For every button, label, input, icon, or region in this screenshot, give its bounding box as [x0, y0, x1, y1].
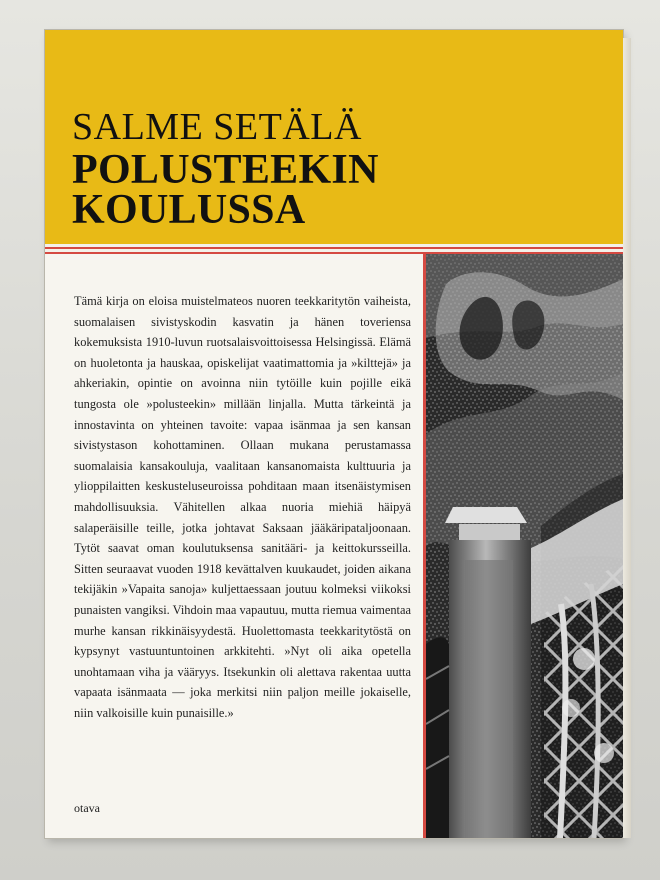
photo-panel: [426, 254, 623, 838]
book-page-edge: [623, 38, 631, 838]
top-red-rule: [45, 247, 623, 249]
garden-gate-photo-icon: [426, 254, 623, 838]
author-name: SALME SETÄLÄ: [72, 106, 362, 148]
book-title-line-2: KOULUSSA: [72, 187, 306, 234]
publisher-name: otava: [74, 801, 100, 815]
book-back-cover: [45, 30, 623, 838]
book-title-line-1: POLUSTEEKIN: [72, 147, 379, 193]
book-description: Tämä kirja on eloisa muistelmateos nuoren teekkaritytön vaiheista, suomalaisen sivistyskodin kasvatin ja hänen toveriensa kokemuksista 1910-luvun ruotsalaisvoittoisessa Helsingissä. Elämä on huoletonta ja hauskaa, opiskelijat vaatimattomia ja »kilttejä» ja ahkeriakin, opintie on avoinna niin tytöille kuin pojille eikä tungosta ole »polusteekin» millään linjalla. Mutta tärkeintä ja innostavinta on yhteinen tavoite: vapaa isänmaa ja sen kansan sivistystason kohottaminen. Ollaan mukana perustamassa suomalaisia kansakouluja, vaalitaan kansanomaista kulttuuria ja ylioppilaitten keskusteluseuroissa pohditaan maan itsenäistymisen mahdollisuuksia. Vähitellen alkaa nuoria miehiä häipyä salaperäisille teille, jotka johtavat Saksaan jääkäripataljoonaan. Tytöt saavat oman koulutuksensa sanitääri- ja keittokursseilla. Sitten seuraavat vuoden 1918 kevättalven kuukaudet, joiden aikana tekijäkin »Vapaita sanoja» kuljettaessaan joutuu kolmeksi viikoksi punaisten vangiksi. Vihdoin maa vapautuu, mutta riemua vaimentaa murhe kansan rikkinäisyydestä. Huolettomasta teekkaritytöstä on kypsynyt vastuuntuntoinen arkkitehti. »Nyt oli aika opetella unohtamaan viha ja vääryys. Itsekunkin oli alettava rakentaa uutta vapaata isänmaata — joka merkitsi niin paljon meille jokaiselle, niin valkoisille kuin punaisille.»: [74, 294, 411, 720]
book-title: [72, 147, 379, 234]
